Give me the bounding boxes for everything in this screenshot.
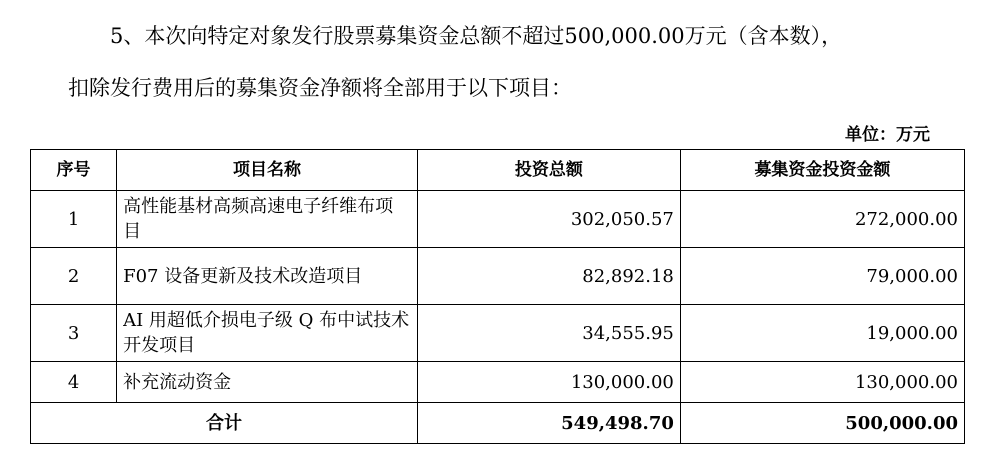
header-raised-fund: 募集资金投资金额: [680, 150, 964, 191]
table-header-row: [31, 150, 965, 191]
row-project-name: 高性能基材高频高速电子纤维布项目: [117, 191, 418, 248]
total-investment: 549,498.70: [417, 403, 680, 444]
header-no: 序号: [31, 150, 117, 191]
row-fund: 19,000.00: [680, 305, 964, 362]
row-project-name: 补充流动资金: [117, 362, 418, 403]
row-investment: 82,892.18: [417, 248, 680, 305]
row-project-name: F07 设备更新及技术改造项目: [117, 248, 418, 305]
row-no: 3: [31, 305, 117, 362]
table-row: [31, 191, 965, 248]
row-no: 1: [31, 191, 117, 248]
row-fund: 130,000.00: [680, 362, 964, 403]
row-no: 4: [31, 362, 117, 403]
paragraph-line-1: 5、本次向特定对象发行股票募集资金总额不超过500,000.00万元（含本数），: [110, 24, 843, 48]
row-investment: 34,555.95: [417, 305, 680, 362]
header-project-name: 项目名称: [117, 150, 418, 191]
fund-usage-table: [30, 149, 965, 444]
row-no: 2: [31, 248, 117, 305]
row-investment: 130,000.00: [417, 362, 680, 403]
table-row: [31, 305, 965, 362]
row-fund: 272,000.00: [680, 191, 964, 248]
total-label: 合计: [31, 403, 418, 444]
paragraph-line-2: 扣除发行费用后的募集资金净额将全部用于以下项目：: [68, 76, 572, 100]
table-row: [31, 248, 965, 305]
row-project-name: AI 用超低介损电子级 Q 布中试技术开发项目: [117, 305, 418, 362]
total-fund: 500,000.00: [680, 403, 964, 444]
header-total-investment: 投资总额: [417, 150, 680, 191]
table-total-row: [31, 403, 965, 444]
table-row: [31, 362, 965, 403]
row-fund: 79,000.00: [680, 248, 964, 305]
row-investment: 302,050.57: [417, 191, 680, 248]
unit-label: 单位：万元: [845, 125, 930, 145]
